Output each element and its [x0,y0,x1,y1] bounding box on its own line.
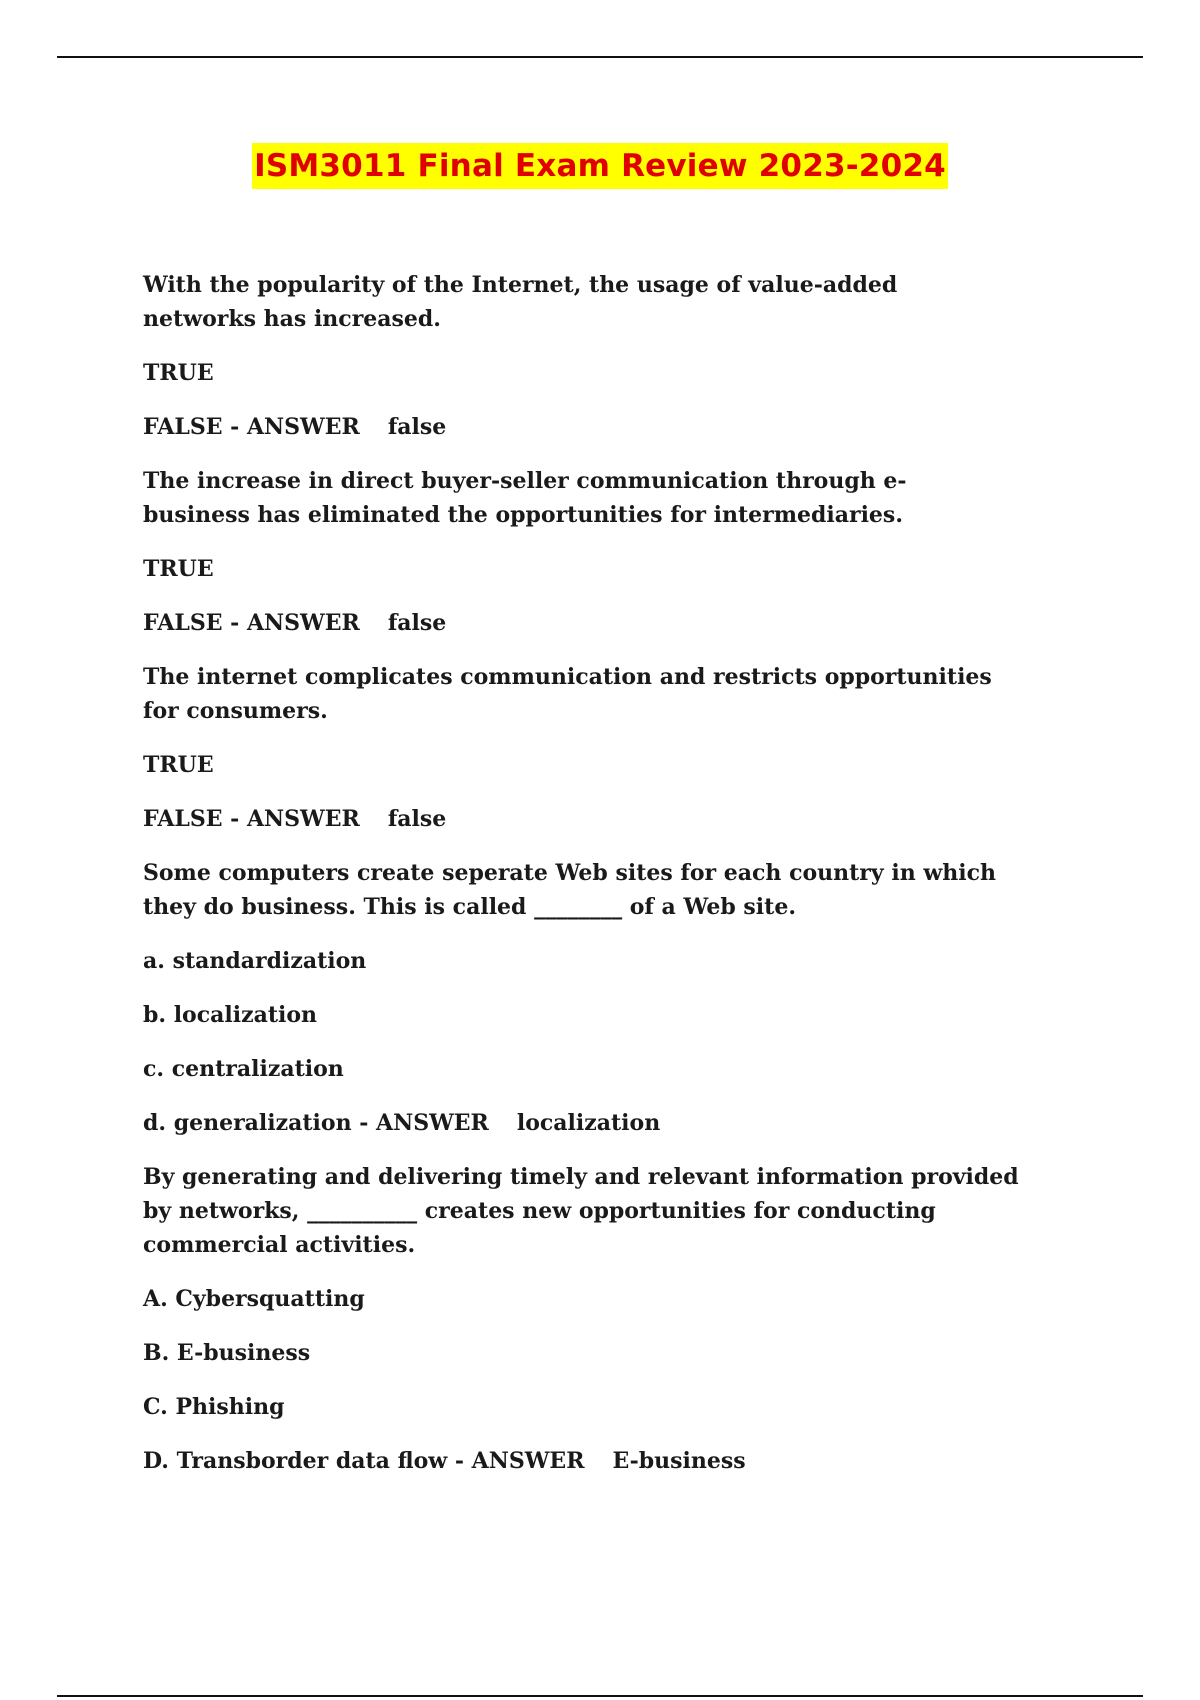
title-container [0,143,1200,189]
answer-value: E-business [612,1448,746,1474]
answer-line [143,410,1043,444]
option: C. Phishing [143,1394,285,1420]
question-text: With the popularity of the Internet, the usage of value-added networks has increased. [143,272,905,332]
answer-value: false [387,610,447,636]
option: c. centralization [143,1056,344,1082]
exam-content [143,268,1043,1498]
option: TRUE [143,556,214,582]
option: A. Cybersquatting [143,1286,365,1312]
option: b. localization [143,1002,318,1028]
answer-line [143,1444,1043,1478]
final-option: FALSE - ANSWER [143,414,360,440]
answer-line [143,802,1043,836]
answer-value: false [387,806,447,832]
question-text: The internet complicates communication and restricts opportunities for consumers. [143,664,1000,724]
option: B. E-business [143,1340,311,1366]
answer-value: localization [516,1110,661,1136]
option: TRUE [143,360,214,386]
option: a. standardization [143,948,367,974]
document-title: ISM3011 Final Exam Review 2023-2024 [252,143,948,189]
question-text: The increase in direct buyer-seller communication through e-business has eliminated the opportunities for intermediaries. [143,468,907,528]
answer-value: false [387,414,447,440]
question-text: Some computers create seperate Web sites for each country in which they do business. This is called ________ of a Web site. [143,860,1004,920]
question-text: By generating and delivering timely and relevant information provided by networks, __________ creates new opportunities for conducting commercial activities. [143,1164,1027,1258]
final-option: D. Transborder data flow - ANSWER [143,1448,585,1474]
final-option: FALSE - ANSWER [143,610,360,636]
answer-line [143,1106,1043,1140]
option: TRUE [143,752,214,778]
top-rule [57,56,1143,58]
bottom-rule [57,1695,1143,1697]
final-option: d. generalization - ANSWER [143,1110,489,1136]
final-option: FALSE - ANSWER [143,806,360,832]
answer-line [143,606,1043,640]
